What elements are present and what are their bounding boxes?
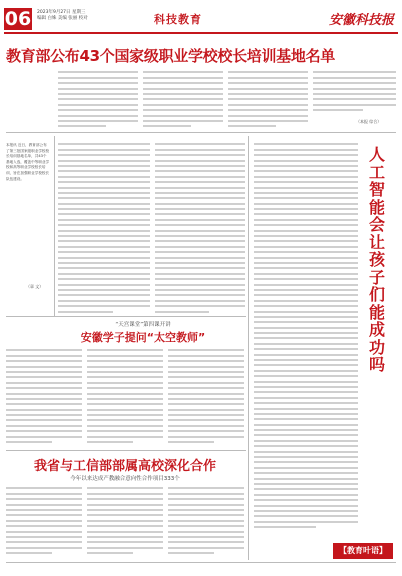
- main-headline: 教育部公布43个国家级职业学校校长培训基地名单: [6, 47, 335, 65]
- sidebar-divider: [54, 136, 55, 316]
- article3-col-3: [168, 484, 244, 560]
- section-title: 科技教育: [154, 13, 202, 26]
- main-article-col-3: [228, 68, 308, 130]
- article2-headline: 安徽学子提问“太空教师”: [80, 331, 206, 344]
- article2-col-3: [168, 346, 244, 450]
- main-article-author: （本报 综合）: [356, 119, 382, 124]
- masthead-logo: 安徽科技报: [328, 13, 394, 28]
- right-column-divider: [248, 136, 249, 560]
- article2-col-2: [87, 346, 163, 450]
- article2-col-1: [6, 346, 82, 450]
- article3-subhead: 今年以来达成产教融合意向性合作项目333个: [70, 476, 180, 482]
- issue-date: [37, 10, 107, 22]
- sidebar-brief: [6, 143, 50, 182]
- sidebar-author: （章 文）: [26, 284, 44, 289]
- main-article-col-4: [313, 68, 396, 118]
- article3-col-1: [6, 484, 82, 560]
- page-number: 06: [4, 8, 32, 30]
- editor-line: 编辑 白姝 美编 张丽 校对: [37, 16, 88, 21]
- article3-col-2: [87, 484, 163, 560]
- page-header: [4, 4, 398, 32]
- section-divider-3: [6, 450, 246, 451]
- right-article-body: [254, 140, 358, 540]
- mid-article-col-2: [155, 140, 245, 316]
- sidebar-text: 本报讯 近日，教育部公布了第三批国家级职业学校校长培训基地名单，共43个基地入选，覆盖中等职业学校和高等职业学校校长培训，旨在加强职业学校校长队伍建设。: [6, 143, 50, 181]
- main-article-col-2: [143, 68, 223, 130]
- mid-article-col-1: [58, 140, 150, 316]
- section-divider: [6, 132, 396, 133]
- section-divider-2: [6, 316, 246, 317]
- right-vertical-headline: 人工智能会让孩子们能成功吗: [368, 145, 385, 374]
- issue-date-line: 2023年9月27日 星期三: [37, 10, 86, 15]
- main-article-col-1: [58, 68, 138, 130]
- article3-headline: 我省与工信部部属高校深化合作: [33, 459, 216, 474]
- footer-rule: [6, 562, 396, 563]
- article2-subhead: “天宫课堂”第四课开讲: [115, 322, 171, 328]
- header-divider: [4, 32, 398, 34]
- column-badge: 【教育叶语】: [333, 543, 393, 559]
